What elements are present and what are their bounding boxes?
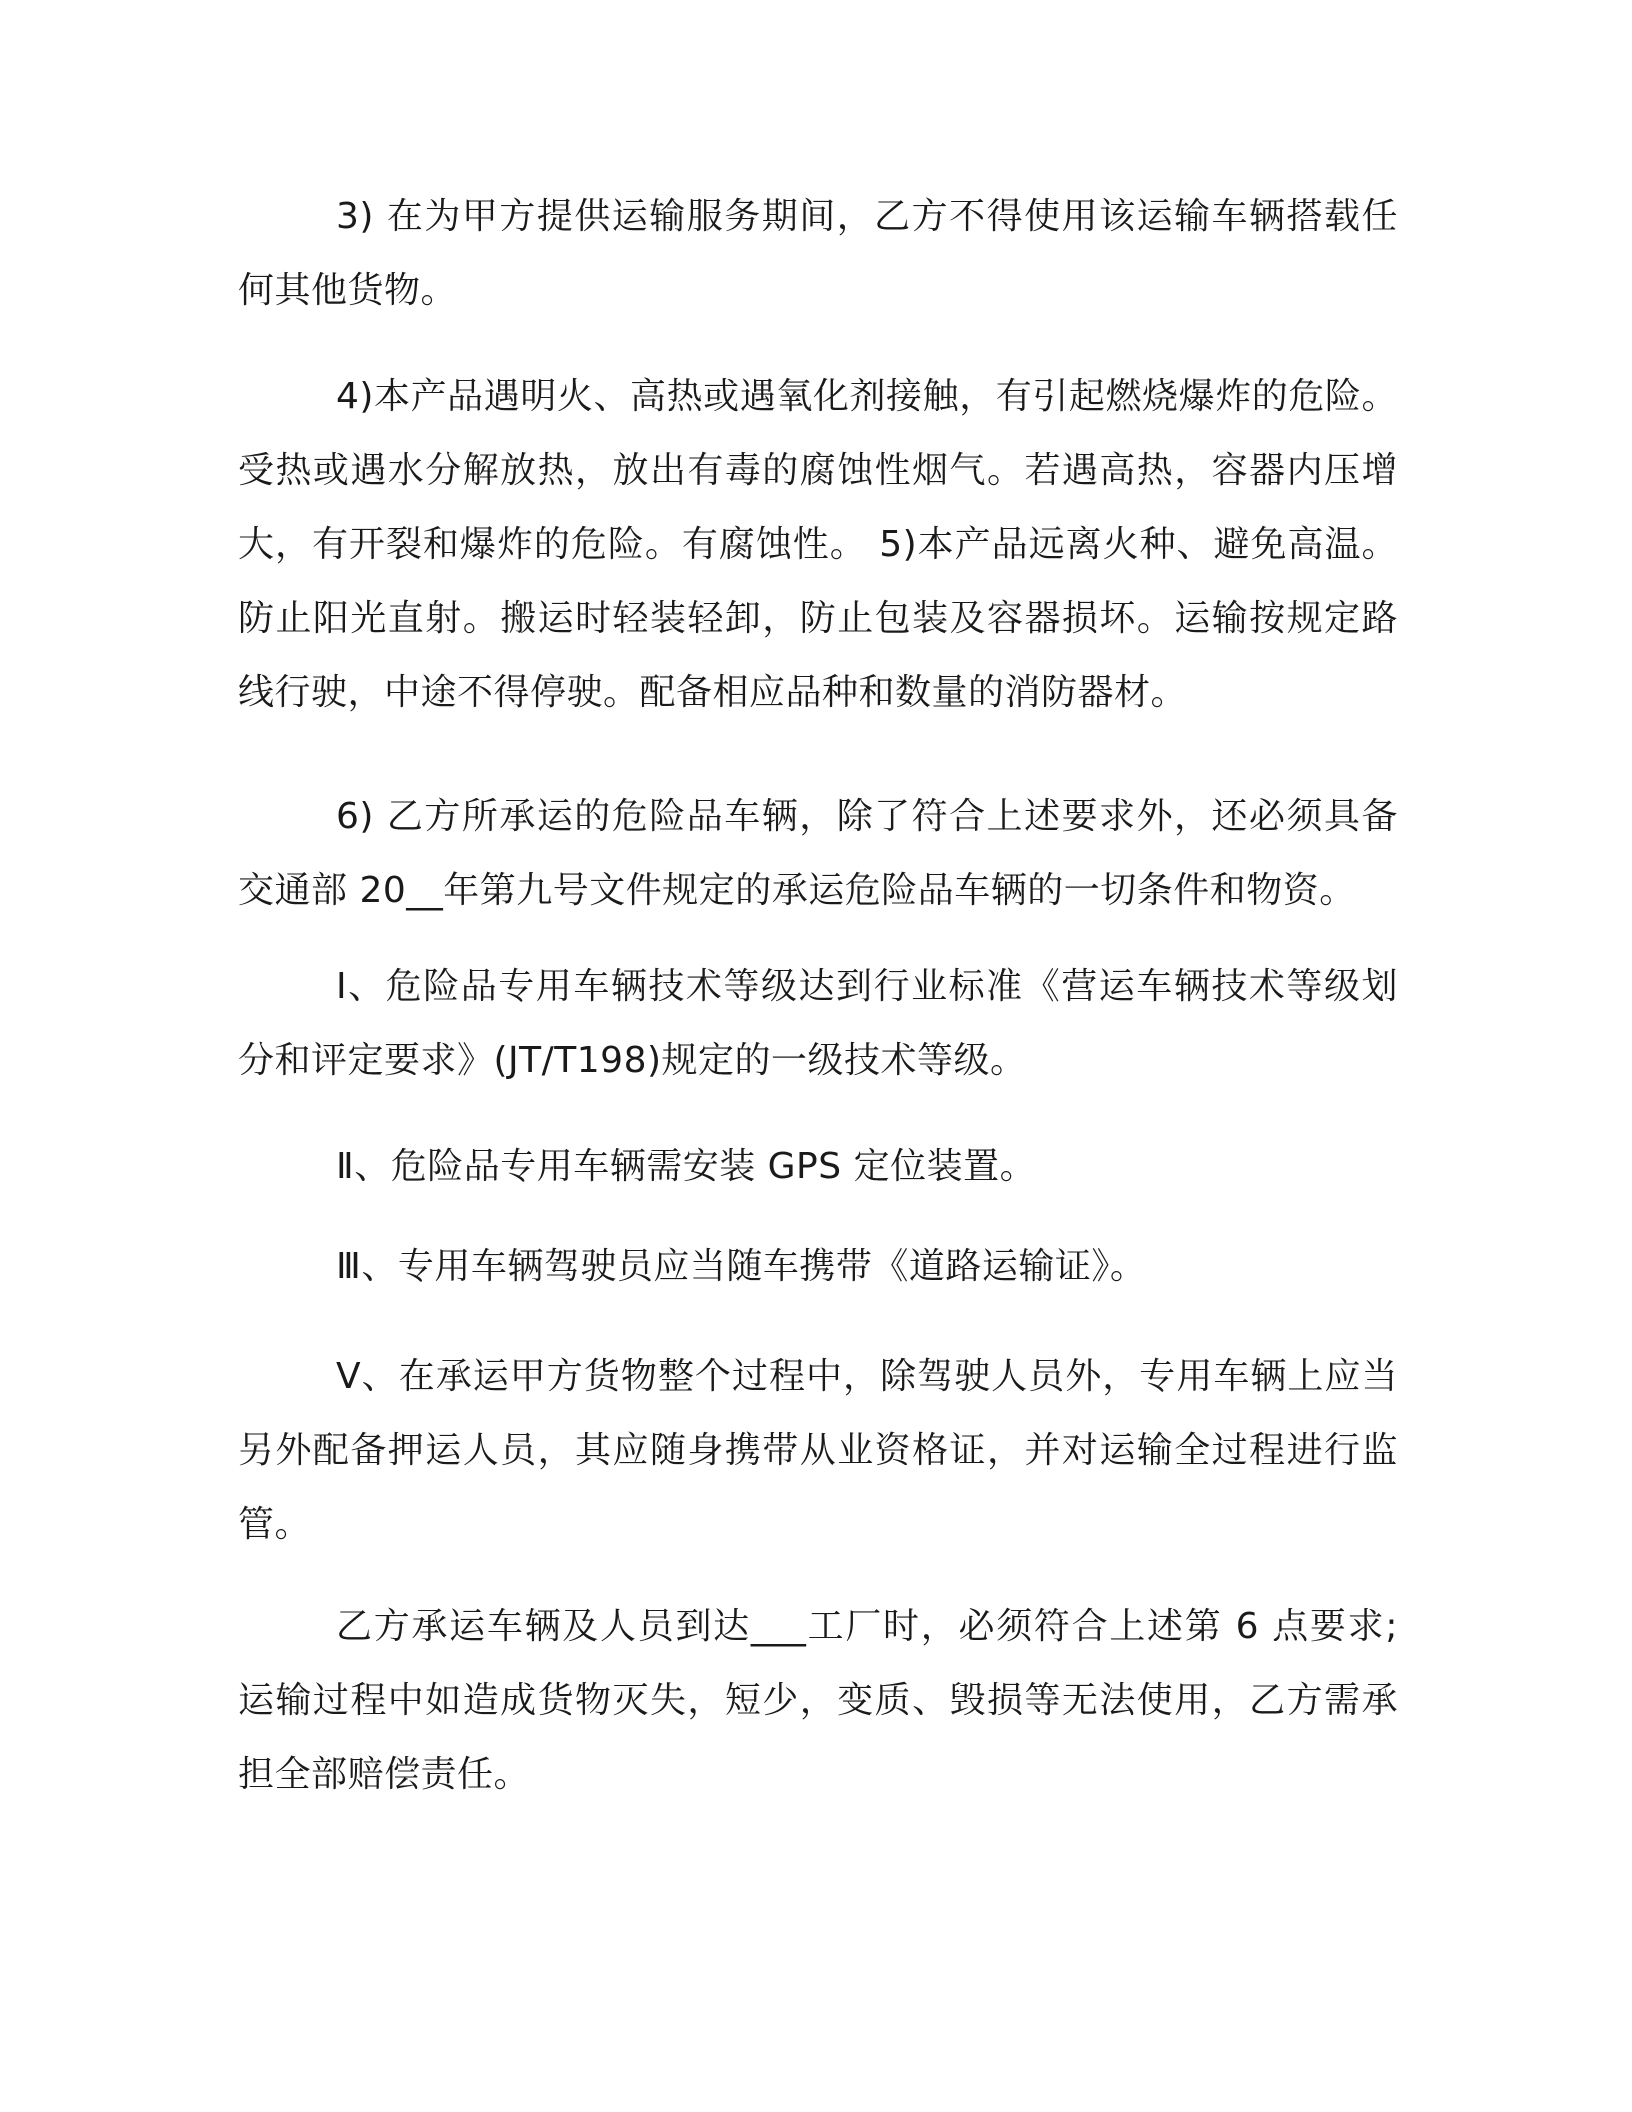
paragraph-sub-v: Ⅴ、在承运甲方货物整个过程中，除驾驶人员外，专用车辆上应当另外配备押运人员，其应随身携带从业资格证，并对运输全过程进行监管。 <box>238 1356 1398 1545</box>
paragraph-sub-i: Ⅰ、危险品专用车辆技术等级达到行业标准《营运车辆技术等级划分和评定要求》(JT/T198)规定的一级技术等级。 <box>238 966 1398 1081</box>
paragraph-sub-iii: Ⅲ、专用车辆驾驶员应当随车携带《道路运输证》。 <box>336 1246 1147 1287</box>
paragraph-item-3: 3) 在为甲方提供运输服务期间，乙方不得使用该运输车辆搭载任何其他货物。 <box>238 196 1398 311</box>
paragraph-liability: 乙方承运车辆及人员到达___工厂时，必须符合上述第 6 点要求;运输过程中如造成货物灭失，短少，变质、毁损等无法使用，乙方需承担全部赔偿责任。 <box>238 1606 1398 1795</box>
paragraph-items-4-5: 4)本产品遇明火、高热或遇氧化剂接触，有引起燃烧爆炸的危险。受热或遇水分解放热，放出有毒的腐蚀性烟气。若遇高热，容器内压增大，有开裂和爆炸的危险。有腐蚀性。 5)本产品远离火种、避免高温。防止阳光直射。搬运时轻装轻卸，防止包装及容器损坏。运输按规定路线行驶，中途不得停驶。配备相应品种和数量的消防器材。 <box>238 376 1398 713</box>
paragraph-sub-ii: Ⅱ、危险品专用车辆需安装 GPS 定位装置。 <box>336 1146 1037 1187</box>
paragraph-item-6: 6) 乙方所承运的危险品车辆，除了符合上述要求外，还必须具备交通部 20__年第九号文件规定的承运危险品车辆的一切条件和物资。 <box>238 796 1398 911</box>
